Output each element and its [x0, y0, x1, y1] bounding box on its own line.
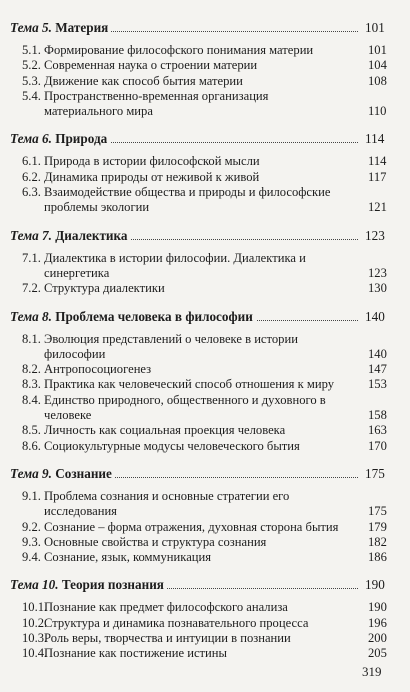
entry-title: Социокультурные модусы человеческого бытия — [44, 438, 300, 453]
entry-number: 10.2. — [22, 615, 48, 630]
entry-title: Основные свойства и структура сознания — [44, 534, 267, 549]
entry-title: Познание как постижение истины — [44, 646, 227, 661]
entry-number: 8.4. — [22, 392, 41, 407]
theme-title — [10, 129, 110, 148]
toc-entry — [0, 58, 410, 73]
entry-number: 5.2. — [22, 58, 41, 73]
toc-entry — [0, 43, 410, 58]
toc-section — [0, 464, 410, 565]
toc-entry — [0, 251, 410, 282]
theme-prefix: Тема 10. — [10, 577, 59, 593]
toc-entry — [0, 393, 410, 424]
theme-prefix: Тема 7. — [10, 227, 52, 243]
entry-number: 8.2. — [22, 362, 41, 377]
entry-title: Динамика природы от неживой к живой — [44, 169, 260, 184]
toc-entry — [0, 439, 410, 454]
toc-entry — [0, 74, 410, 89]
entry-number: 10.3. — [22, 631, 48, 646]
entry-title: Проблема сознания и основные стратегии его исследования — [44, 488, 290, 519]
entry-page: 205 — [368, 646, 387, 661]
toc-entry — [0, 154, 410, 169]
theme-page: 190 — [362, 575, 385, 594]
entry-page: 153 — [368, 377, 387, 392]
entry-page: 114 — [368, 154, 387, 169]
theme-prefix: Тема 9. — [10, 465, 52, 481]
entry-number: 9.2. — [22, 519, 41, 534]
entry-title: Эволюция представлений о человеке в истории философии — [44, 331, 298, 361]
entry-title: Практика как человеческий способ отношения к миру — [44, 377, 335, 392]
entry-page: 182 — [368, 534, 387, 549]
entry-number: 6.1. — [22, 154, 41, 169]
entry-title: Структура диалектики — [44, 281, 165, 296]
toc-entry — [0, 185, 410, 216]
toc-entry — [0, 362, 410, 377]
entry-number: 7.2. — [22, 281, 41, 296]
entry-number: 6.2. — [22, 169, 41, 184]
entry-page: 158 — [368, 408, 387, 423]
toc-entry — [0, 423, 410, 438]
toc-entry — [0, 89, 410, 120]
toc-entry — [0, 535, 410, 550]
entry-number: 9.3. — [22, 534, 41, 549]
entry-page: 163 — [368, 423, 387, 438]
theme-title — [10, 464, 115, 483]
table-of-contents — [0, 18, 410, 672]
entry-title: Формирование философского понимания материи — [44, 43, 314, 57]
entry-title: Роль веры, творчества и интуиции в познании — [44, 631, 291, 646]
entry-number: 8.1. — [22, 331, 41, 346]
toc-theme-heading — [0, 18, 410, 37]
theme-prefix: Тема 6. — [10, 131, 52, 147]
entry-number: 9.1. — [22, 488, 41, 503]
theme-name: Материя — [51, 20, 109, 35]
entry-title: Движение как способ бытия материи — [44, 73, 243, 88]
entry-number: 5.3. — [22, 73, 41, 88]
entry-page: 170 — [368, 438, 387, 453]
entry-page: 147 — [368, 362, 387, 377]
toc-entry — [0, 600, 410, 615]
page-number: 319 — [362, 664, 382, 679]
entry-page: 200 — [368, 631, 387, 646]
entry-page: 110 — [368, 104, 387, 119]
entry-page: 179 — [368, 519, 387, 534]
toc-theme-heading — [0, 129, 410, 148]
toc-entry — [0, 170, 410, 185]
entry-page: 101 — [368, 43, 387, 57]
toc-entry — [0, 377, 410, 392]
entry-number: 10.1. — [22, 600, 48, 615]
entry-number: 9.4. — [22, 550, 41, 565]
entry-number: 7.1. — [22, 250, 41, 265]
entry-title: Познание как предмет философского анализа — [44, 600, 288, 615]
toc-entry — [0, 281, 410, 296]
entry-title: Природа в истории философской мысли — [44, 154, 260, 169]
theme-title — [10, 18, 111, 37]
toc-entry — [0, 550, 410, 565]
entry-page: 123 — [368, 265, 387, 280]
toc-section — [0, 575, 410, 661]
entry-number: 5.4. — [22, 88, 41, 103]
entry-page: 108 — [368, 73, 387, 88]
entry-number: 6.3. — [22, 185, 41, 200]
entry-page: 186 — [368, 550, 387, 565]
toc-section — [0, 226, 410, 297]
theme-name: Диалектика — [51, 227, 128, 243]
toc-theme-heading — [0, 575, 410, 594]
theme-name: Сознание — [51, 465, 112, 481]
theme-name: Теория познания — [58, 577, 164, 593]
entry-page: 130 — [368, 281, 387, 296]
theme-page: 114 — [362, 129, 384, 148]
theme-title — [10, 226, 131, 245]
toc-entry — [0, 631, 410, 646]
entry-page: 104 — [368, 58, 387, 73]
toc-theme-heading — [0, 464, 410, 483]
entry-title: Антропосоциогенез — [44, 362, 152, 377]
theme-prefix: Тема 5. — [10, 20, 52, 35]
entry-page: 140 — [368, 346, 387, 361]
theme-page: 175 — [362, 464, 385, 483]
entry-title: Современная наука о строении материи — [44, 58, 258, 73]
toc-section — [0, 18, 410, 119]
toc-entry — [0, 332, 410, 363]
entry-page: 196 — [368, 615, 387, 630]
toc-theme-heading — [0, 226, 410, 245]
entry-title: Структура и динамика познавательного процесса — [44, 615, 309, 630]
theme-page: 101 — [362, 18, 385, 37]
theme-title — [10, 307, 256, 326]
theme-page: 140 — [362, 307, 385, 326]
entry-number: 5.1. — [22, 43, 41, 57]
toc-theme-heading — [0, 307, 410, 326]
toc-section — [0, 307, 410, 454]
entry-page: 117 — [368, 169, 387, 184]
entry-title: Диалектика в истории философии. Диалектика и синергетика — [44, 250, 306, 280]
entry-title: Сознание – форма отражения, духовная сторона бытия — [44, 519, 339, 534]
entry-title: Сознание, язык, коммуникация — [44, 550, 212, 565]
toc-entry — [0, 616, 410, 631]
entry-number: 8.5. — [22, 423, 41, 438]
theme-title — [10, 575, 167, 594]
theme-page: 123 — [362, 226, 385, 245]
toc-entry — [0, 489, 410, 520]
theme-name: Проблема человека в философии — [51, 308, 253, 324]
toc-entry — [0, 520, 410, 535]
entry-title: Личность как социальная проекция человека — [44, 423, 286, 438]
entry-page: 121 — [368, 200, 387, 215]
entry-page: 175 — [368, 504, 387, 519]
toc-entry — [0, 646, 410, 661]
entry-number: 8.6. — [22, 438, 41, 453]
entry-title: Пространственно-временная организация материального мира — [44, 88, 269, 119]
entry-page: 190 — [368, 600, 387, 615]
entry-number: 8.3. — [22, 377, 41, 392]
toc-section — [0, 129, 410, 215]
theme-prefix: Тема 8. — [10, 308, 52, 324]
entry-number: 10.4. — [22, 646, 48, 661]
entry-title: Взаимодействие общества и природы и философские проблемы экологии — [44, 185, 331, 215]
entry-title: Единство природного, общественного и духовного в человеке — [44, 392, 326, 423]
theme-name: Природа — [51, 131, 108, 147]
